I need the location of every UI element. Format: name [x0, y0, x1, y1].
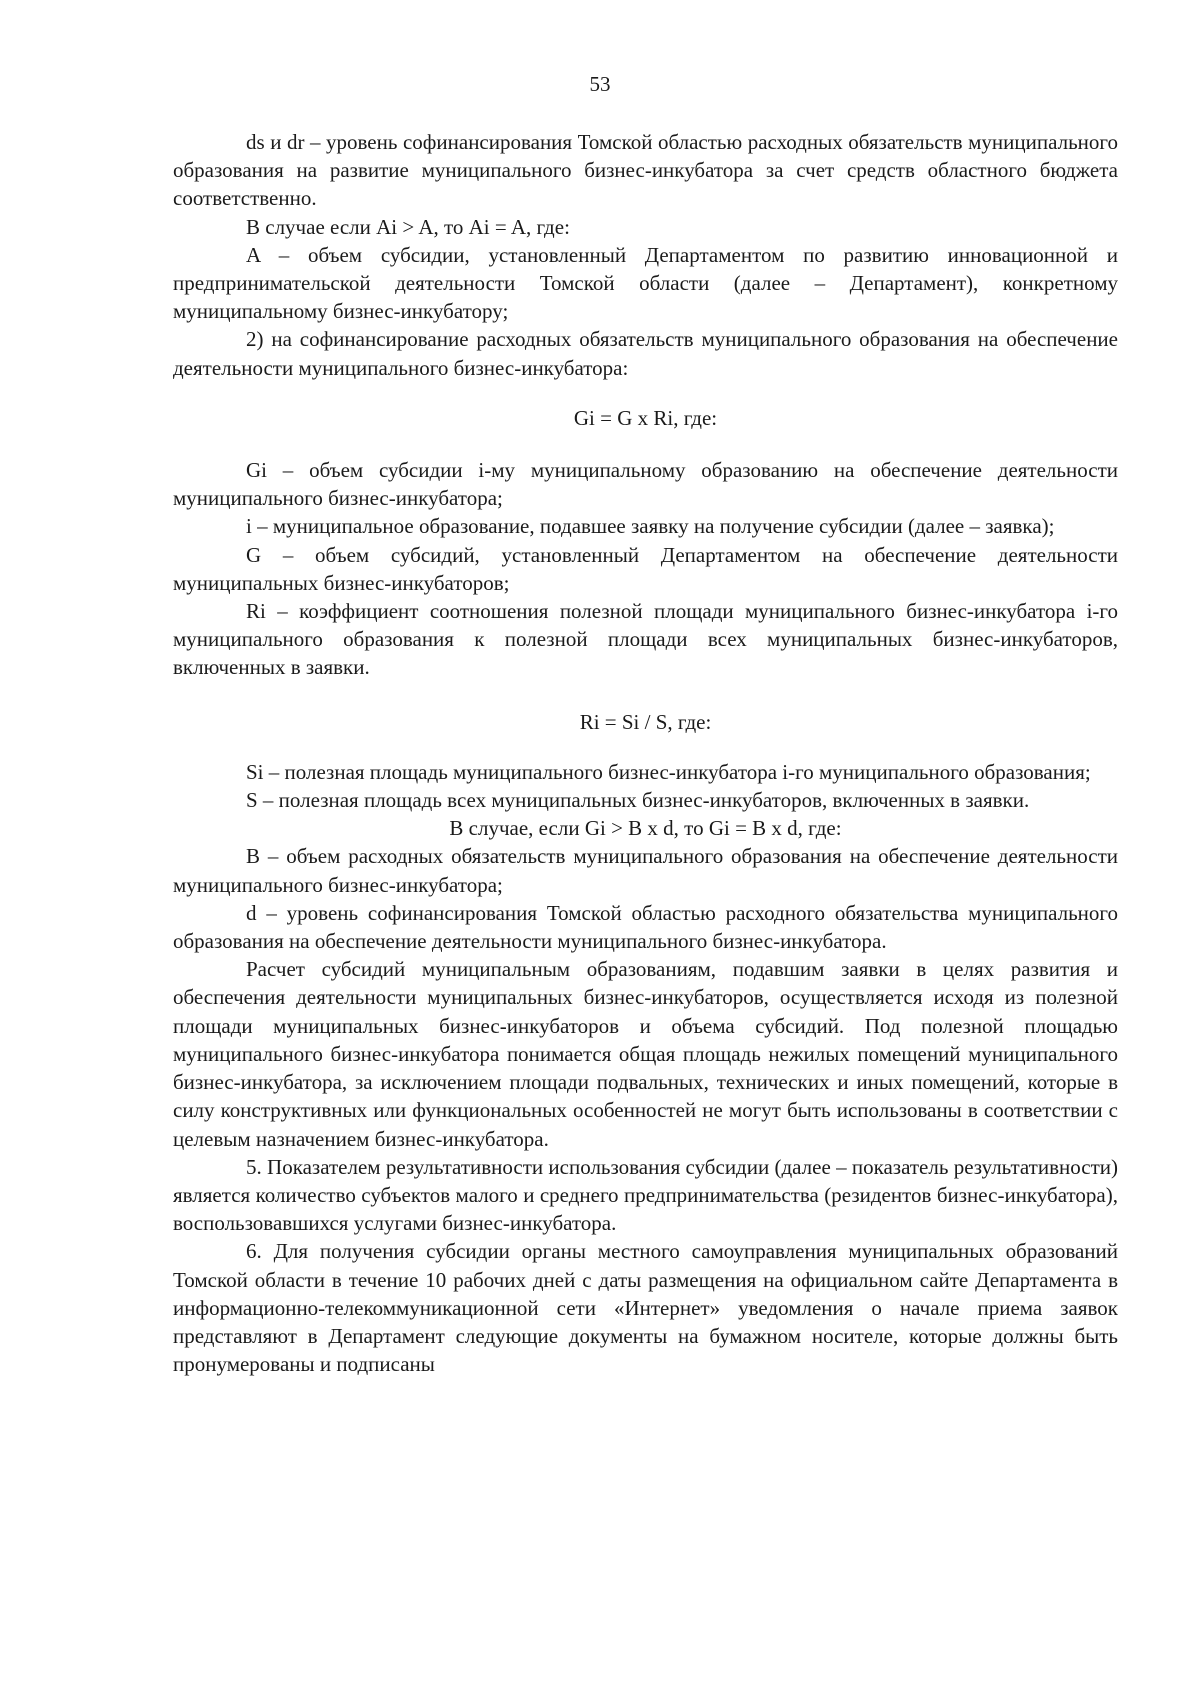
paragraph-g-definition: G – объем субсидий, установленный Департаментом на обеспечение деятельности муниципальных бизнес-инкубаторов;: [173, 542, 1118, 595]
paragraph-item-2: 2) на софинансирование расходных обязательств муниципального образования на обеспечение деятельности муниципального бизнес-инкубатора:: [173, 327, 1118, 380]
page-number: 53: [589, 72, 611, 96]
paragraph-b-definition: B – объем расходных обязательств муниципального образования на обеспечение деятельности муниципального бизнес-инкубатора;: [173, 844, 1118, 897]
paragraph-a-definition: A – объем субсидии, установленный Департаментом по развитию инновационной и предпринимательской деятельности Томской области (далее – Департамент), конкретному муниципальному бизнес-инкубатору;: [173, 242, 1118, 324]
paragraph-d-definition: d – уровень софинансирования Томской областью расходного обязательства муниципального образования на обеспечение деятельности муниципального бизнес-инкубатора.: [173, 900, 1118, 954]
paragraph-s-definition: S – полезная площадь всех муниципальных бизнес-инкубаторов, включенных в заявки.: [246, 788, 1030, 813]
paragraph-subsidy-calculation: Расчет субсидий муниципальным образованиям, подавшим заявки в целях развития и обеспечения деятельности муниципальных бизнес-инкубаторов, осуществляется исходя из полезной площади муниципальных бизнес-инкубаторов и объема субсидий. Под полезной площадью муниципального бизнес-инкубатора понимается общая площадь нежилых помещений муниципального бизнес-инкубатора, за исключением площади подвальных, технических и иных помещений, которые в силу конструктивных или функциональных особенностей не могут быть использованы в соответствии с целевым назначением бизнес-инкубатора.: [173, 957, 1118, 1151]
paragraph-ds-dr-definition: ds и dr – уровень софинансирования Томской областью расходных обязательств муниципального образования на развитие муниципального бизнес-инкубатора за счет средств областного бюджета соответственно.: [173, 130, 1118, 211]
paragraph-gi-definition: Gi – объем субсидии i-му муниципальному образованию на обеспечение деятельности муниципального бизнес-инкубатора;: [173, 458, 1118, 511]
paragraph-si-definition: Si – полезная площадь муниципального бизнес-инкубатора i-го муниципального образования;: [246, 759, 1091, 784]
formula-gi: Gi = G x Ri, где:: [573, 405, 718, 430]
paragraph-item-6: 6. Для получения субсидии органы местного самоуправления муниципальных образований Томской области в течение 10 рабочих дней с даты размещения на официальном сайте Департамента в информационно-телекоммуникационной сети «Интернет» уведомления о начале приема заявок представляют в Департамент следующие документы на бумажном носителе, которые должны быть пронумерованы и подписаны: [173, 1239, 1118, 1377]
document-body: [173, 128, 1118, 1378]
formula-condition-gi: В случае, если Gi > B x d, то Gi = B x d, где:: [449, 816, 842, 841]
paragraph-item-5: 5. Показателем результативности использования субсидии (далее – показатель результативности) является количество субъектов малого и среднего предпринимательства (резидентов бизнес-инкубатора), воспользовавшихся услугами бизнес-инкубатора.: [173, 1154, 1118, 1236]
paragraph-ri-definition: Ri – коэффициент соотношения полезной площади муниципального бизнес-инкубатора i-го муниципального образования к полезной площади всех муниципальных бизнес-инкубаторов, включенных в заявки.: [173, 599, 1118, 680]
paragraph-condition-ai: В случае если Ai > A, то Ai = A, где:: [246, 214, 570, 239]
formula-ri: Ri = Si / S, где:: [579, 709, 712, 734]
paragraph-i-definition: i – муниципальное образование, подавшее заявку на получение субсидии (далее – заявка);: [246, 514, 1055, 539]
